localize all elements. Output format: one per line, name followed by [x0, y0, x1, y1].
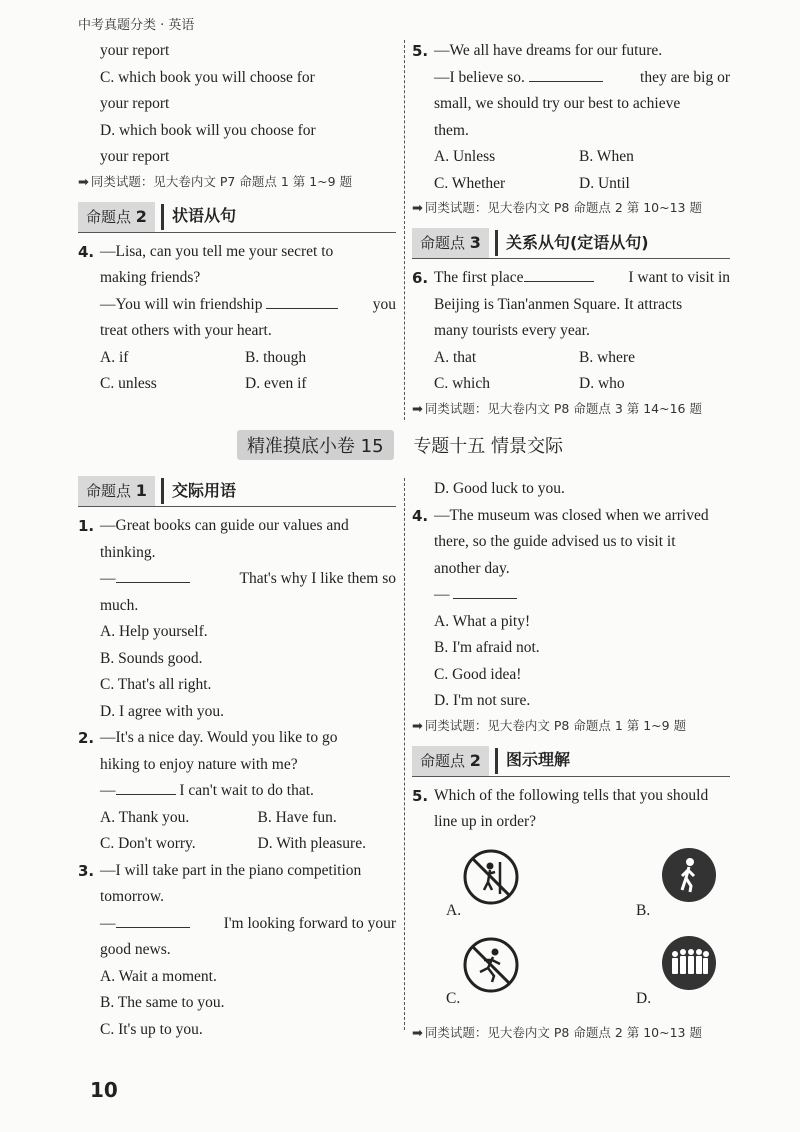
question-text: them.	[434, 121, 469, 139]
option-a: A. Unless	[434, 148, 496, 165]
question-text: small, we should try our best to achieve	[434, 95, 681, 112]
walking-sign-icon	[660, 846, 718, 904]
unit-banner	[0, 430, 800, 460]
question-3	[78, 858, 396, 1044]
answer-blank	[266, 294, 338, 309]
question-text: Which of the following tells that you should	[434, 786, 709, 804]
question-number: 5.	[412, 786, 429, 805]
queue-sign-icon	[660, 934, 718, 992]
question-6	[412, 265, 730, 345]
question-text: many tourists every year.	[434, 322, 590, 339]
option-b: B. I'm afraid not.	[434, 639, 540, 656]
option-b: B. though	[245, 348, 307, 366]
option-b: B. where	[579, 348, 635, 366]
question-text: —Great books can guide our values and	[100, 517, 349, 534]
answer-blank	[529, 67, 603, 82]
option-b: B. When	[579, 148, 634, 165]
option-d: D. even if	[245, 375, 307, 392]
option-a: A. Help yourself.	[100, 623, 208, 640]
no-climbing-sign-icon	[462, 848, 520, 906]
question-text: —It's a nice day. Would you like to go	[100, 729, 338, 746]
option-c: C. Good idea!	[434, 665, 522, 683]
option-b-label: B.	[636, 901, 651, 919]
question-text: there, so the guide advised us to visit it	[434, 533, 676, 550]
reference-note: ➡ 同类试题：见大卷内文 P8 命题点 1 第 1~9 题	[412, 717, 687, 734]
divider-bar	[161, 204, 164, 230]
reference-note: ➡ 同类试题：见大卷内文 P8 命题点 3 第 14~16 题	[412, 400, 702, 417]
option-c: C. unless	[100, 375, 157, 392]
question-number: 6.	[412, 269, 429, 287]
question-text: —We all have dreams for our future.	[434, 42, 663, 59]
option-a: A. What a pity!	[434, 612, 531, 630]
column-divider	[404, 40, 405, 420]
options-row	[412, 371, 730, 398]
answer-blank	[524, 267, 594, 282]
question-number: 4.	[412, 506, 429, 525]
section-label: 命题点 2	[412, 746, 489, 776]
left-top-column	[78, 38, 396, 398]
question-number: 4.	[78, 242, 95, 261]
question-text: — I can't wait to do that.	[100, 782, 314, 799]
question-number: 3.	[78, 861, 95, 880]
question-text: thinking.	[100, 543, 156, 561]
question-4	[412, 503, 730, 715]
option-c-continuation: your report	[100, 95, 170, 112]
reference-note: ➡ 同类试题：见大卷内文 P7 命题点 1 第 1~9 题	[78, 173, 353, 190]
arrow-icon: ➡	[412, 201, 423, 216]
arrow-icon: ➡	[412, 401, 423, 417]
section-label: 命题点 3	[412, 228, 489, 258]
question-text: making friends?	[100, 269, 201, 286]
answer-blank	[116, 568, 190, 583]
question-5	[412, 783, 730, 836]
page-number: 10	[90, 1078, 118, 1102]
answer-blank	[116, 780, 176, 795]
divider-bar	[161, 478, 164, 504]
option-a-label: A.	[446, 901, 462, 919]
option-d: D. With pleasure.	[257, 835, 366, 852]
option-d: D. Good luck to you.	[434, 480, 565, 497]
question-text: line up in order?	[434, 813, 537, 830]
option-a: A. Wait a moment.	[100, 967, 217, 985]
section-heading-2	[412, 746, 730, 777]
question-text: —You will win friendship you	[100, 295, 396, 313]
option-c: C. Whether	[434, 174, 506, 192]
option-b: B. Sounds good.	[100, 649, 203, 667]
reference-note: ➡ 同类试题：见大卷内文 P8 命题点 2 第 10~13 题	[412, 1024, 702, 1041]
question-text: —I believe so. they are big or	[434, 68, 730, 86]
section-title: 关系从句(定语从句)	[505, 232, 649, 252]
question-text: Beijing is Tian'anmen Square. It attracts	[434, 295, 683, 313]
option-d: D. Until	[579, 174, 630, 192]
reference-note: ➡ 同类试题：见大卷内文 P8 命题点 2 第 10~13 题	[412, 200, 702, 216]
arrow-icon: ➡	[412, 718, 423, 734]
options-row	[412, 144, 730, 171]
section-label: 命题点 1	[78, 476, 155, 506]
left-bottom-column	[78, 472, 396, 1043]
unit-title: 精准摸底小卷 15	[237, 430, 394, 460]
sign-options	[412, 842, 730, 1022]
option-c: C. which book you will choose for	[100, 68, 315, 86]
question-text: tomorrow.	[100, 888, 164, 905]
question-2	[78, 725, 396, 805]
option-d-label: D.	[636, 989, 652, 1007]
right-top-column	[412, 38, 730, 421]
question-text: The first place I want to visit in	[434, 269, 730, 286]
question-number: 5.	[412, 42, 429, 60]
question-text: — I'm looking forward to your	[100, 914, 396, 932]
answer-blank	[116, 913, 190, 928]
running-header: 中考真题分类 · 英语	[78, 18, 195, 33]
options-row	[78, 805, 396, 832]
question-number: 2.	[78, 729, 95, 747]
section-title: 状语从句	[171, 206, 236, 226]
divider-bar	[495, 230, 498, 256]
section-label: 命题点 2	[78, 202, 155, 232]
column-divider	[404, 478, 405, 1030]
section-title: 交际用语	[171, 480, 236, 500]
question-text: good news.	[100, 941, 171, 958]
right-bottom-column	[412, 476, 730, 1045]
unit-topic: 专题十五 情景交际	[413, 436, 564, 457]
option-b: B. The same to you.	[100, 994, 225, 1011]
option-b: B. Have fun.	[257, 808, 337, 826]
no-running-sign-icon	[462, 936, 520, 994]
option-a: A. that	[434, 348, 477, 366]
question-text: —	[434, 582, 730, 609]
options-row	[78, 371, 396, 398]
option-a: A. Thank you.	[100, 808, 190, 826]
options-row	[412, 171, 730, 198]
question-text: —Lisa, can you tell me your secret to	[100, 242, 334, 260]
section-title: 图示理解	[505, 750, 570, 770]
question-text: hiking to enjoy nature with me?	[100, 755, 298, 773]
arrow-icon: ➡	[412, 1025, 423, 1041]
divider-bar	[495, 748, 498, 774]
option-d: D. which book will you choose for	[100, 121, 316, 139]
answer-blank	[453, 584, 517, 599]
option-a: A. if	[100, 348, 129, 366]
question-text: another day.	[434, 559, 510, 577]
option-d: D. who	[579, 375, 625, 392]
options-row	[412, 345, 730, 372]
arrow-icon: ➡	[78, 174, 89, 190]
question-text: —I will take part in the piano competition	[100, 861, 362, 879]
question-number: 1.	[78, 517, 95, 535]
question-1	[78, 513, 396, 725]
question-4	[78, 239, 396, 345]
section-heading-3	[412, 228, 730, 259]
options-row	[78, 345, 396, 372]
option-d: D. I agree with you.	[100, 702, 224, 720]
question-text: much.	[100, 596, 139, 614]
question-text: — That's why I like them so	[100, 570, 396, 587]
section-heading-1	[78, 476, 396, 507]
section-heading-2	[78, 202, 396, 233]
option-c: C. That's all right.	[100, 676, 212, 693]
option-c: C. which	[434, 375, 490, 392]
option-c: C. Don't worry.	[100, 835, 196, 852]
option-c-label: C.	[446, 989, 461, 1007]
question-text: —The museum was closed when we arrived	[434, 506, 709, 524]
options-row	[78, 831, 396, 858]
question-5	[412, 38, 730, 144]
option-c: C. It's up to you.	[100, 1020, 203, 1038]
question-text: treat others with your heart.	[100, 322, 272, 339]
option-d: D. I'm not sure.	[434, 692, 531, 709]
option-d-continuation: your report	[100, 148, 170, 165]
option-b-continuation: your report	[100, 42, 170, 59]
